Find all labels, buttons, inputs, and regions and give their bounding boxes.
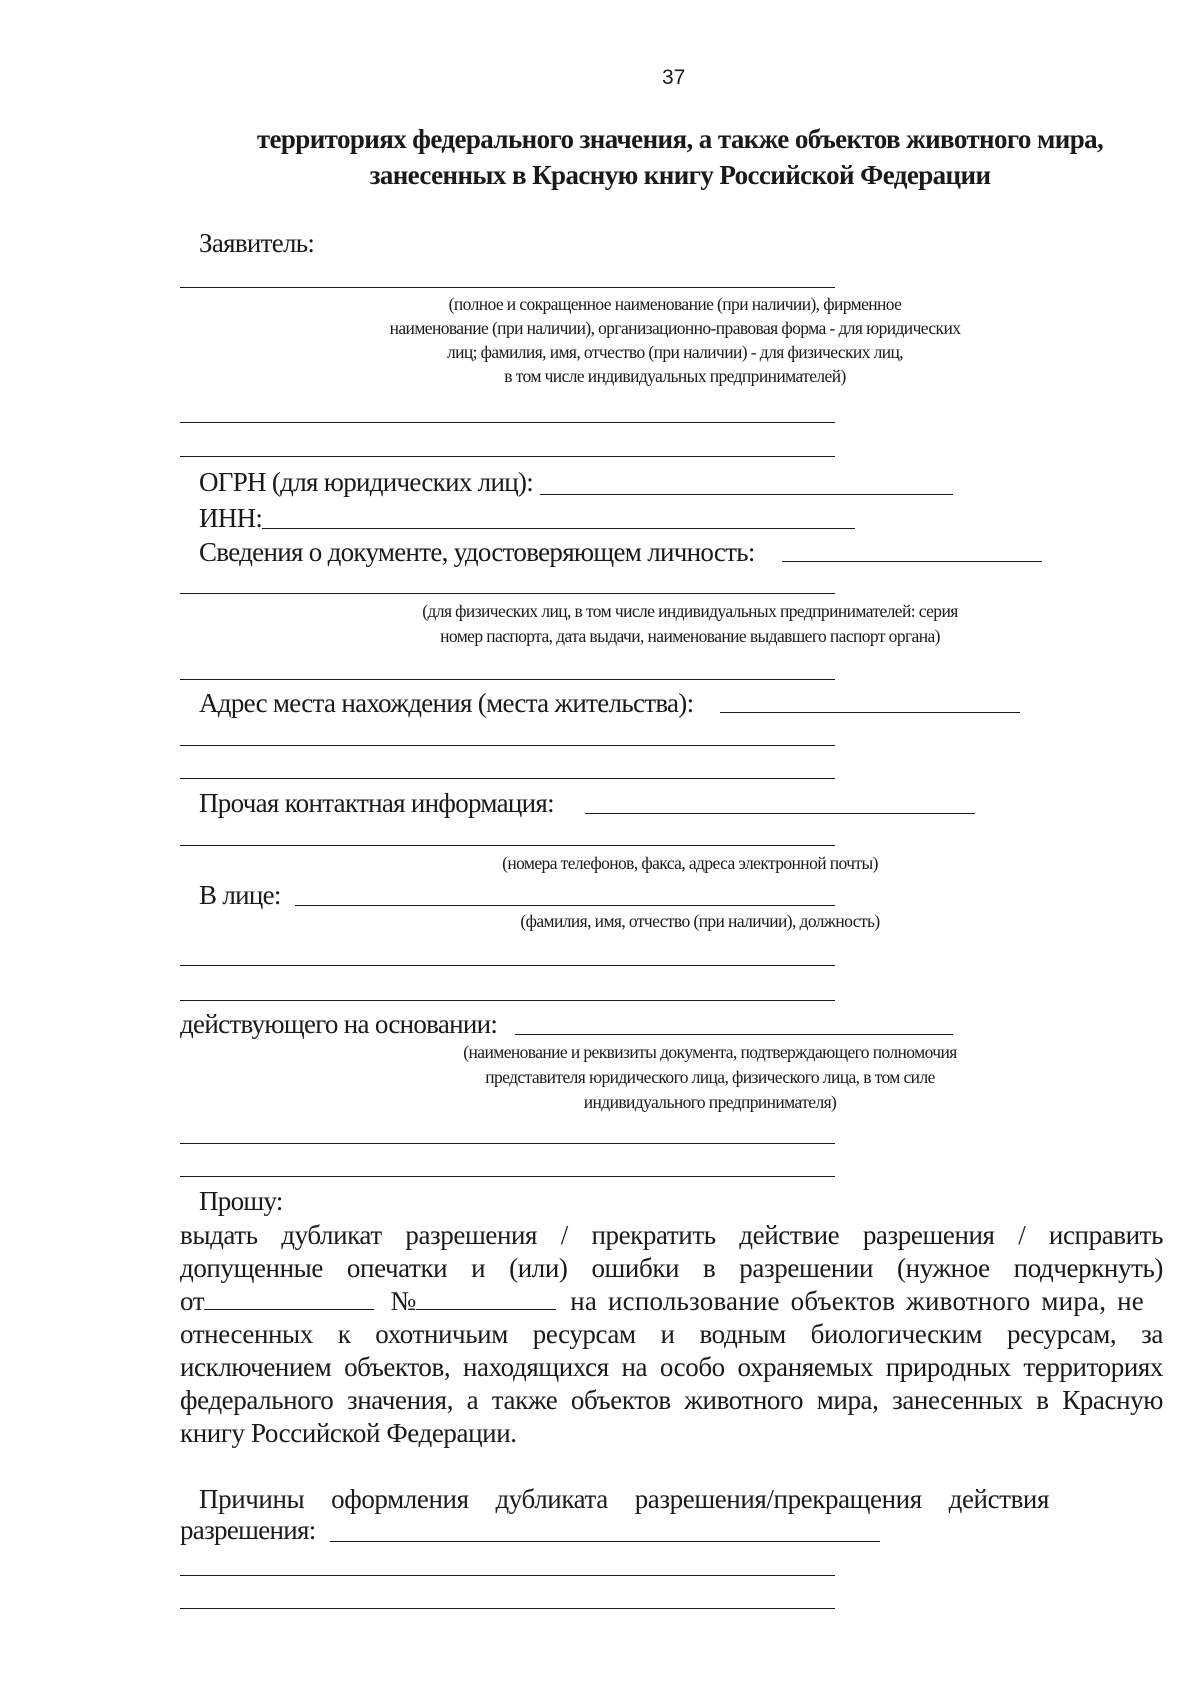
address-line-2[interactable] bbox=[180, 745, 835, 746]
request-line-5: исключением объектов, находящихся на особо охраняемых природных территориях bbox=[180, 1352, 1163, 1382]
title-line-1: территориях федерального значения, а также объектов животного мира, bbox=[256, 124, 1104, 154]
reasons-line-1: Причины оформления дубликата разрешения/прекращения действия bbox=[199, 1484, 1049, 1514]
permit-date-field[interactable] bbox=[204, 1285, 374, 1310]
request-line-1: выдать дубликат разрешения / прекратить действие разрешения / исправить bbox=[180, 1220, 1163, 1250]
basis-label: действующего на основании: bbox=[180, 1009, 498, 1039]
applicant-line[interactable] bbox=[180, 287, 835, 288]
ogrn-field[interactable] bbox=[540, 494, 953, 495]
reasons-line-2[interactable] bbox=[180, 1575, 835, 1576]
contact-field[interactable] bbox=[585, 813, 975, 814]
applicant-line-3[interactable] bbox=[180, 456, 835, 457]
request-line-2: допущенные опечатки и (или) ошибки в разрешении (нужное подчеркнуть) bbox=[180, 1253, 1163, 1283]
representative-field[interactable] bbox=[295, 905, 835, 906]
basis-caption-2: представителя юридического лица, физического лица, в том силе bbox=[485, 1067, 935, 1087]
identity-doc-caption-2: номер паспорта, дата выдачи, наименование выдавшего паспорт органа) bbox=[440, 626, 940, 646]
applicant-line-2[interactable] bbox=[180, 422, 835, 423]
address-label: Адрес места нахождения (места жительства): bbox=[199, 688, 694, 718]
request-line-3 bbox=[180, 1285, 1163, 1318]
identity-doc-line[interactable] bbox=[180, 593, 835, 594]
contact-label: Прочая контактная информация: bbox=[199, 788, 554, 818]
representative-line-3[interactable] bbox=[180, 1000, 835, 1001]
basis-caption-3: индивидуального предпринимателя) bbox=[583, 1092, 837, 1112]
request-line-7: книгу Российской Федерации. bbox=[180, 1418, 517, 1448]
contact-line-2[interactable] bbox=[180, 845, 835, 846]
basis-field[interactable] bbox=[515, 1034, 953, 1035]
address-field[interactable] bbox=[720, 712, 1020, 713]
reasons-field[interactable] bbox=[330, 1541, 880, 1542]
page-number: 37 bbox=[662, 66, 686, 89]
title-line-2: занесенных в Красную книгу Российской Федерации bbox=[369, 160, 991, 190]
reasons-line-3[interactable] bbox=[180, 1608, 835, 1609]
representative-line-2[interactable] bbox=[180, 965, 835, 966]
basis-line-2[interactable] bbox=[180, 1143, 835, 1144]
applicant-caption-2: наименование (при наличии), организационно-правовая форма - для юридических bbox=[389, 318, 961, 338]
reasons-label: разрешения: bbox=[180, 1515, 316, 1545]
identity-doc-line-2[interactable] bbox=[180, 679, 835, 680]
request-line-4: отнесенных к охотничьим ресурсам и водным биологическим ресурсам, за bbox=[180, 1319, 1163, 1349]
identity-doc-field[interactable] bbox=[782, 561, 1042, 562]
identity-doc-label: Сведения о документе, удостоверяющем личность: bbox=[199, 537, 755, 567]
ogrn-label: ОГРН (для юридических лиц): bbox=[199, 467, 534, 497]
applicant-caption-4: в том числе индивидуальных предпринимателей) bbox=[504, 366, 846, 386]
address-line-3[interactable] bbox=[180, 778, 835, 779]
request-line-3-text: на использование объектов животного мира, не bbox=[570, 1286, 1144, 1316]
applicant-label: Заявитель: bbox=[199, 228, 315, 258]
from-label: от bbox=[180, 1286, 205, 1316]
request-label: Прошу: bbox=[199, 1186, 283, 1216]
permit-number-field[interactable] bbox=[416, 1285, 556, 1310]
number-label: № bbox=[390, 1286, 416, 1316]
inn-field[interactable] bbox=[262, 528, 855, 529]
basis-caption-1: (наименование и реквизиты документа, подтверждающего полномочия bbox=[463, 1042, 957, 1062]
request-line-6: федерального значения, а также объектов животного мира, занесенных в Красную bbox=[180, 1385, 1163, 1415]
representative-caption: (фамилия, имя, отчество (при наличии), должность) bbox=[520, 911, 880, 931]
applicant-caption-1: (полное и сокращенное наименование (при наличии), фирменное bbox=[448, 294, 902, 314]
basis-line-3[interactable] bbox=[180, 1176, 835, 1177]
applicant-caption-3: лиц; фамилия, имя, отчество (при наличии) - для физических лиц, bbox=[446, 342, 904, 362]
representative-label: В лице: bbox=[199, 880, 281, 910]
identity-doc-caption-1: (для физических лиц, в том числе индивидуальных предпринимателей: серия bbox=[422, 601, 958, 621]
contact-caption: (номера телефонов, факса, адреса электронной почты) bbox=[502, 853, 878, 873]
inn-label: ИНН: bbox=[199, 503, 263, 533]
